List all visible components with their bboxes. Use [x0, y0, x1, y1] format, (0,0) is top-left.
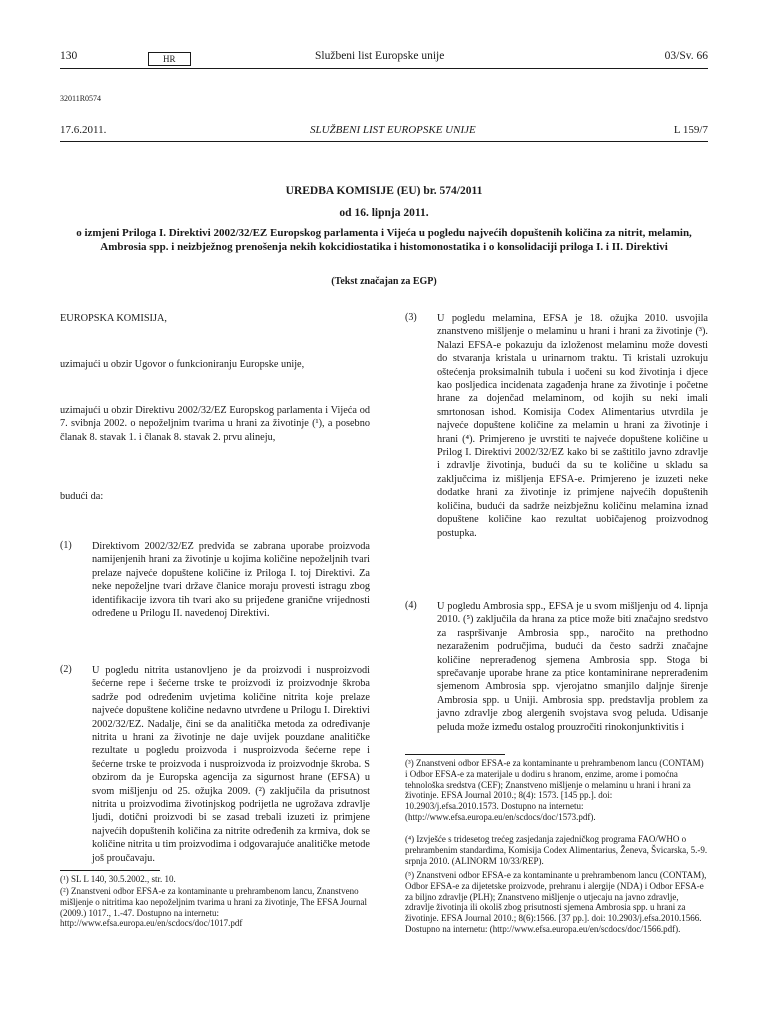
language-badge: HR — [148, 52, 191, 66]
issue-label: 03/Sv. 66 — [664, 50, 708, 62]
footnote-3: (³) Znanstveni odbor EFSA-e za kontaminante u prehrambenom lancu (CONTAM) i Odbor EFSA-e za materijale u dodiru s hranom, enzime, arome i pomoćna tehnološka sredstva (CEF); Znanstveno mišljenje o melaminu u hrani i hrani za životinje. EFSA Journal 2010.; 8(4): 1573. [145 pp.]. doi: 10.2903/j.efsa.2010.1573. Dostupno na internetu: (http://www.efsa.europa.eu/en/scdocs/doc/1573.pdf). — [405, 758, 704, 822]
oj-journal: SLUŽBENI LIST EUROPSKE UNIJE — [310, 124, 476, 136]
journal-title: Službeni list Europske unije — [315, 50, 445, 62]
preamble-treaty: uzimajući u obzir Ugovor o funkcioniranju Europske unije, — [60, 359, 305, 370]
footnote-4: (⁴) Izvješće s tridesetog trećeg zasjedanja zajedničkog programa FAO/WHO o prehrambenim standardima, Komisija Codex Alimentarius, Ženeva, Švicarska, 5.-9. srpnja 2010. (ALINORM 10/33/REP). — [405, 834, 708, 866]
oj-reference: L 159/7 — [673, 124, 708, 136]
header-rule — [60, 68, 708, 69]
celex-number: 32011R0574 — [60, 94, 102, 103]
preamble-whereas: budući da: — [60, 491, 104, 502]
footnote-5: (⁵) Znanstveni odbor EFSA-e za kontaminante u prehrambenom lancu (CONTAM), Odbor EFSA-e za dijetetske proizvode, prehranu i alergije (NDA) i Odbor EFSA-e za biljno zdravlje (PLH); Znanstveno mišljenje o utjecaju na javno zdravlje, zdravlje životinja ili okoliš zbog prisutnosti sjemena Ambrosia spp. u hrani za životinje. EFSA Journal 2010.; 8(6):1566. [37 pp.]. doi: 10.2903/j.efsa.2010.1566. Dostupno na internetu: (http://www.efsa.europa.eu/en/scdocs/doc/1566.pdf). — [405, 870, 707, 934]
footnote-1: (¹) SL L 140, 30.5.2002., str. 10. — [60, 874, 176, 884]
footnote-2: (²) Znanstveni odbor EFSA-e za kontaminante u prehrambenom lancu, Znanstveno mišljenje o nitritima kao nepoželjnim tvarima u hrani za životinje, The EFSA Journal (2009.) 1017., 1.-47. Dostupno na internetu: http://www.efsa.europa.eu/en/scdocs/doc/1017.pdf — [60, 886, 368, 929]
recital-3-number: (3) — [405, 312, 417, 323]
footnote-rule-right — [405, 754, 505, 755]
recital-3: U pogledu melamina, EFSA je 18. ožujka 2010. usvojila znanstveno mišljenje o melaminu u hrani i hrani za životinje (³). Nalazi EFSA-e pokazuju da izloženost melaminu može dovesti do stvaranja kristala u urinarnom traktu. Ti kristali uzrokuju oštećenja proksimalnih tubula i uočeni su kod životinja i djece kao posljedica incidenata zagađenja hrane za životinje i početne hrane za dojenčad melaminom, od kojih su neki imali smrtonosan ishod. Komisija Codex Alimentarius utvrdila je najveće dopuštene količine za melamin u hrani za životinje i hrani (⁴). Primjereno je uvrstiti te najveće dopuštene količine u Prilog I. Direktivi 2002/32/EZ kako bi se zaštitilo javno zdravlje i zdravlje životinja, budući da su te količine u skladu sa zaključcima iz mišljenja EFSA-e. Primjereno je izuzeti neke dodatke hrani za životinje iz primjene najvećih dopuštenih količina, budući da sadrže neizbježnu količinu melamina iznad dopuštene količine kao rezultat uobičajenog proizvodnog postupka. — [437, 313, 708, 539]
preamble-directive: uzimajući u obzir Direktivu 2002/32/EZ Europskog parlamenta i Vijeća od 7. svibnja 2002. o nepoželjnim tvarima u hrani za životinje (¹), a posebno članak 8. stavak 1. i članak 8. stavak 2. prvu alineju, — [60, 405, 370, 443]
recital-1-number: (1) — [60, 540, 72, 551]
oj-date: 17.6.2011. — [60, 124, 107, 136]
eea-relevance: (Tekst značajan za EGP) — [331, 276, 437, 287]
recital-4-number: (4) — [405, 600, 417, 611]
recital-2-number: (2) — [60, 664, 72, 675]
regulation-date: od 16. lipnja 2011. — [339, 207, 429, 219]
preamble-commission: EUROPSKA KOMISIJA, — [60, 313, 167, 324]
recital-1: Direktivom 2002/32/EZ predviđa se zabrana uporabe proizvoda namijenjenih hrani za životinje u kojima količine nepoželjnih tvari prelaze najveće dopuštene količine iz Priloga I. toj Direktivi. Za neke nepoželjne tvari države članice moraju provesti istragu zbog identifikacije izvora tih tvari ako su prijeđene granične vrijednosti određene u Prilogu II. navedenoj Direktivi. — [92, 541, 370, 620]
regulation-title: UREDBA KOMISIJE (EU) br. 574/2011 — [285, 185, 483, 197]
recital-2: U pogledu nitrita ustanovljeno je da proizvodi i nusproizvodi šećerne repe i šećerne trske te proizvodi iz proizvodnje škroba sadrže pod određenim uvjetima količine nitrita koje prelaze najveće dopuštene količine nedavno utvrđene u Prilogu I. Direktivi 2002/32/EZ. Nadalje, čini se da analitička metoda za određivanje nitrita u hrani za životinje ne daje uvijek pouzdane analitičke rezultate u pogledu proizvoda i nusproizvoda šećerne repe i šećerne trske te proizvoda i nusproizvoda iz proizvodnje škroba. S obzirom da je Europska agencija za sigurnost hrane (EFSA) u svom mišljenju od 25. ožujka 2009. (²) zaključila da prisutnost nitrita u proizvodima životinjskog podrijetla ne ugrožava zdravlje ljudi, dotični proizvodi bi se zasad trebali izuzeti iz primjene najvećih dopuštenih količina za nitrite određenih za krmiva, dok se količine nitrita u tim proizvodima i odgovarajuće analitičke metode još proučavaju. — [92, 665, 370, 864]
footnote-rule-left — [60, 870, 160, 871]
recital-4: U pogledu Ambrosia spp., EFSA je u svom mišljenju od 4. lipnja 2010. (⁵) zaključila da hrana za ptice može biti značajno sredstvo za raspršivanje Ambrosia spp., naročito na prethodno nezaraženim područjima, budući da često sadrži značajne količine neprerađenog sjemena Ambrosia spp. Stoga bi sprečavanje uporabe hrane za ptice kontaminirane neprerađenim sjemenom Ambrosia spp. vjerojatno smanjilo daljnje širenje Ambrosia spp. u Uniji. Ambrosia spp. predstavlja problem za javno zdravlje zbog alergenih svojstava svog peluda. Udisanje peluda može između ostalog prouzročiti rinokonjunktivitis i — [437, 601, 708, 733]
oj-rule — [60, 141, 708, 142]
regulation-subject: o izmjeni Priloga I. Direktivi 2002/32/EZ Europskog parlamenta i Vijeća u pogledu najvećih dopuštenih količina za nitrit, melamin, Ambrosia spp. i neizbježnog prenošenja nekih kokcidiostatika i histomonostatika i o konsolidaciji priloga I. i II. Direktivi — [76, 227, 692, 253]
page-number: 130 — [60, 50, 78, 62]
